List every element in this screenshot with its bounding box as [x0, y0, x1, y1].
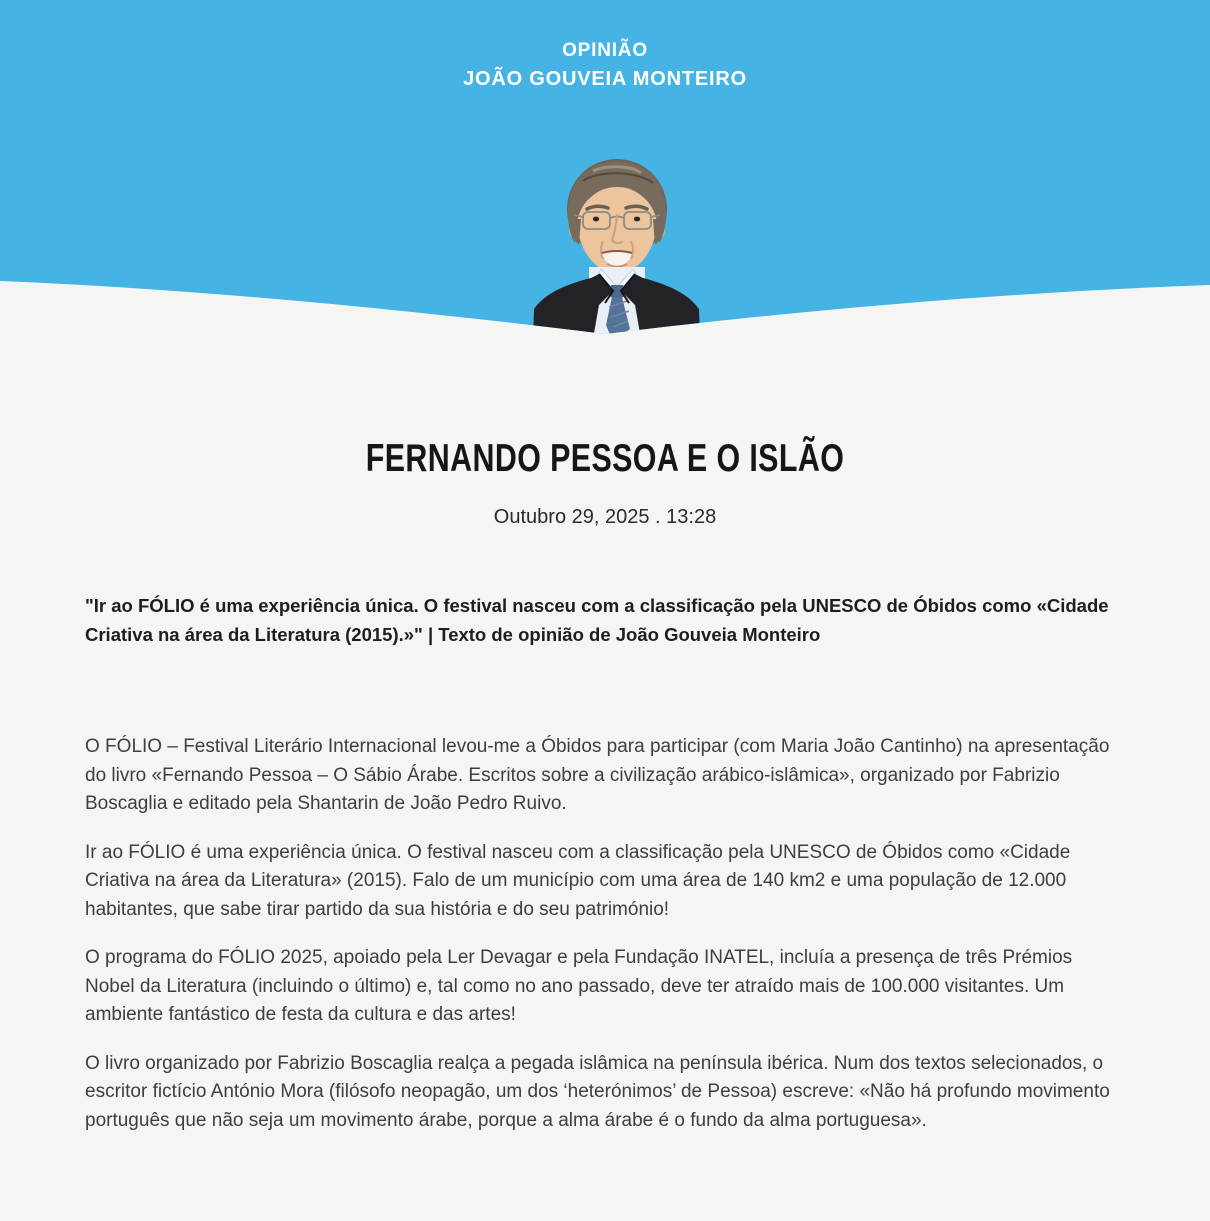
article-paragraph: O livro organizado por Fabrizio Boscaglia realça a pegada islâmica na península ibérica. Num dos textos selecionados, o escritor fictício António Mora (filósofo neopagão, um dos ‘heterónimos’ de Pessoa) escreve: «Não há profundo movimento português que não seja um movimento árabe, porque a alma árabe é o fundo da alma portuguesa».: [85, 1052, 1110, 1131]
article-title: FERNANDO PESSOA E O ISLÃO: [365, 437, 845, 480]
banner-kicker: OPINIÃO: [562, 40, 648, 61]
article-paragraphs: [85, 733, 1125, 1135]
opinion-banner: [0, 0, 1210, 340]
article-paragraph: O FÓLIO – Festival Literário Internacional levou-me a Óbidos para participar (com Maria João Cantinho) na apresentação do livro «Fernando Pessoa – O Sábio Árabe. Escritos sobre a civilização arábico-islâmica», organizado por Fabrizio Boscaglia e editado pela Shantarin de João Pedro Ruivo.: [85, 736, 1110, 814]
article-paragraph: Ir ao FÓLIO é uma experiência única. O festival nasceu com a classificação pela UNESCO de Óbidos como «Cidade Criativa na área da Literatura» (2015). Falo de um município com uma área de 140 km2 e uma população de 12.000 habitantes, que sabe tirar partido da sua história e do seu património!: [85, 841, 1071, 920]
article-paragraph: O programa do FÓLIO 2025, apoiado pela Ler Devagar e pela Fundação INATEL, incluía a presença de três Prémios Nobel da Literatura (incluindo o último) e, tal como no ano passado, deve ter atraído mais de 100.000 visitantes. Um ambiente fantástico de festa da cultura e das artes!: [85, 947, 1073, 1025]
article-lead-quote: "Ir ao FÓLIO é uma experiência única. O festival nasceu com a classificação pela UNESCO de Óbidos como «Cidade Criativa na área da Literatura (2015).»" | Texto de opinião de João Gouveia Monteiro: [85, 595, 1109, 645]
banner-author: JOÃO GOUVEIA MONTEIRO: [463, 68, 747, 90]
banner-text-block: [0, 40, 1210, 91]
article-content: [85, 436, 1125, 1135]
article-datetime: Outubro 29, 2025 . 13:28: [493, 506, 717, 528]
